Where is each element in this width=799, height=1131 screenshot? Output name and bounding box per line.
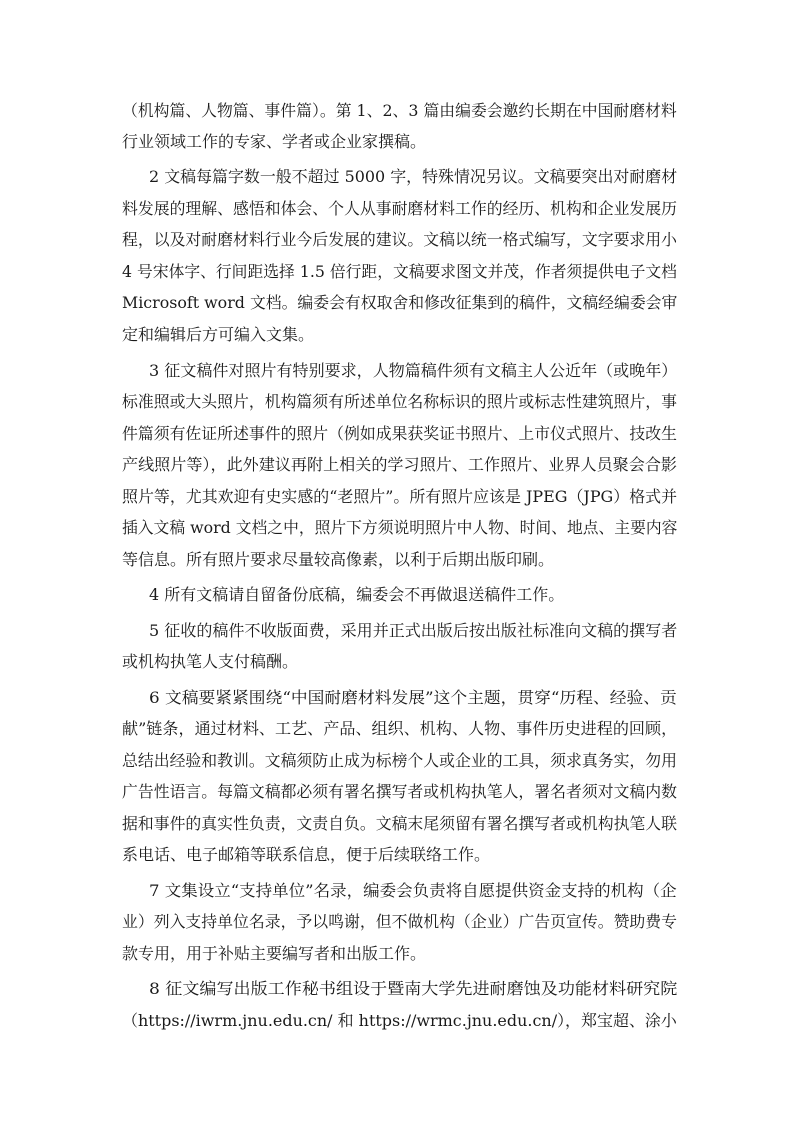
text-line: 料发展的理解、感悟和体会、个人从事耐磨材料工作的经历、机构和企业发展历 (122, 199, 678, 218)
text-line: 总结出经验和教训。文稿须防止成为标榜个人或企业的工具，须求真务实，勿用 (122, 751, 678, 770)
text-line: 5 征收的稿件不收版面费，采用并正式出版后按出版社标准向文稿的撰写者 (149, 621, 678, 640)
text-line: 业）列入支持单位名录，予以鸣谢，但不做机构（企业）广告页宣传。赞助费专 (122, 912, 678, 931)
text-line: 插入文稿 word 文档之中，照片下方须说明照片中人物、时间、地点、主要内容 (122, 518, 678, 537)
text-line: 2 文稿每篇字数一般不超过 5000 字，特殊情况另议。文稿要突出对耐磨材 (149, 167, 678, 186)
text-line: 行业领域工作的专家、学者或企业家撰稿。 (122, 132, 427, 151)
text-line: 产线照片等），此外建议再附上相关的学习照片、工作照片、业界人员聚会合影 (122, 455, 678, 474)
text-line: 或机构执笔人支付稿酬。 (122, 652, 299, 671)
text-line: 献”链条，通过材料、工艺、产品、组织、机构、人物、事件历史进程的回顾， (122, 719, 678, 738)
text-line: 4 号宋体字、行间距选择 1.5 倍行距，文稿要求图文并茂，作者须提供电子文档 (122, 262, 677, 281)
text-line: 等信息。所有照片要求尽量较高像素，以利于后期出版印刷。 (122, 550, 555, 569)
text-line: 4 所有文稿请自留备份底稿，编委会不再做退送稿件工作。 (149, 585, 565, 604)
text-line: 照片等，尤其欢迎有史实感的“老照片”。所有照片应该是 JPEG（JPG）格式并 (122, 487, 678, 506)
text-line: 8 征文编写出版工作秘书组设于暨南大学先进耐磨蚀及功能材料研究院 (149, 979, 678, 998)
text-line: （https://iwrm.jnu.edu.cn/ 和 https://wrmc.jnu.edu.cn/），郑宝超、涂小 (122, 1011, 677, 1030)
text-line: 系电话、电子邮箱等联系信息，便于后续联络工作。 (122, 845, 491, 864)
text-line: 定和编辑后方可编入文集。 (122, 325, 315, 344)
text-line: 据和事件的真实性负责，文责自负。文稿末尾须留有署名撰写者或机构执笔人联 (122, 814, 678, 833)
text-line: Microsoft word 文档。编委会有权取舍和修改征集到的稿件，文稿经编委会审 (122, 293, 678, 312)
text-line: 标准照或大头照片，机构篇须有所述单位名称标识的照片或标志性建筑照片，事 (122, 392, 678, 411)
text-line: 3 征文稿件对照片有特别要求，人物篇稿件须有文稿主人公近年（或晚年） (149, 361, 678, 380)
text-line: 件篇须有佐证所述事件的照片（例如成果获奖证书照片、上市仪式照片、技改生 (122, 424, 678, 443)
text-line: （机构篇、人物篇、事件篇）。第 1、2、3 篇由编委会邀约长期在中国耐磨材料 (122, 101, 677, 120)
text-line: 7 文集设立“支持单位”名录，编委会负责将自愿提供资金支持的机构（企 (149, 881, 677, 900)
text-line: 程，以及对耐磨材料行业今后发展的建议。文稿以统一格式编写，文字要求用小 (122, 230, 678, 249)
text-line: 6 文稿要紧紧围绕“中国耐磨材料发展”这个主题，贯穿“历程、经验、贡 (149, 688, 677, 707)
text-line: 广告性语言。每篇文稿都必须有署名撰写者或机构执笔人，署名者须对文稿内数 (122, 782, 678, 801)
text-line: 款专用，用于补贴主要编写者和出版工作。 (122, 944, 427, 963)
